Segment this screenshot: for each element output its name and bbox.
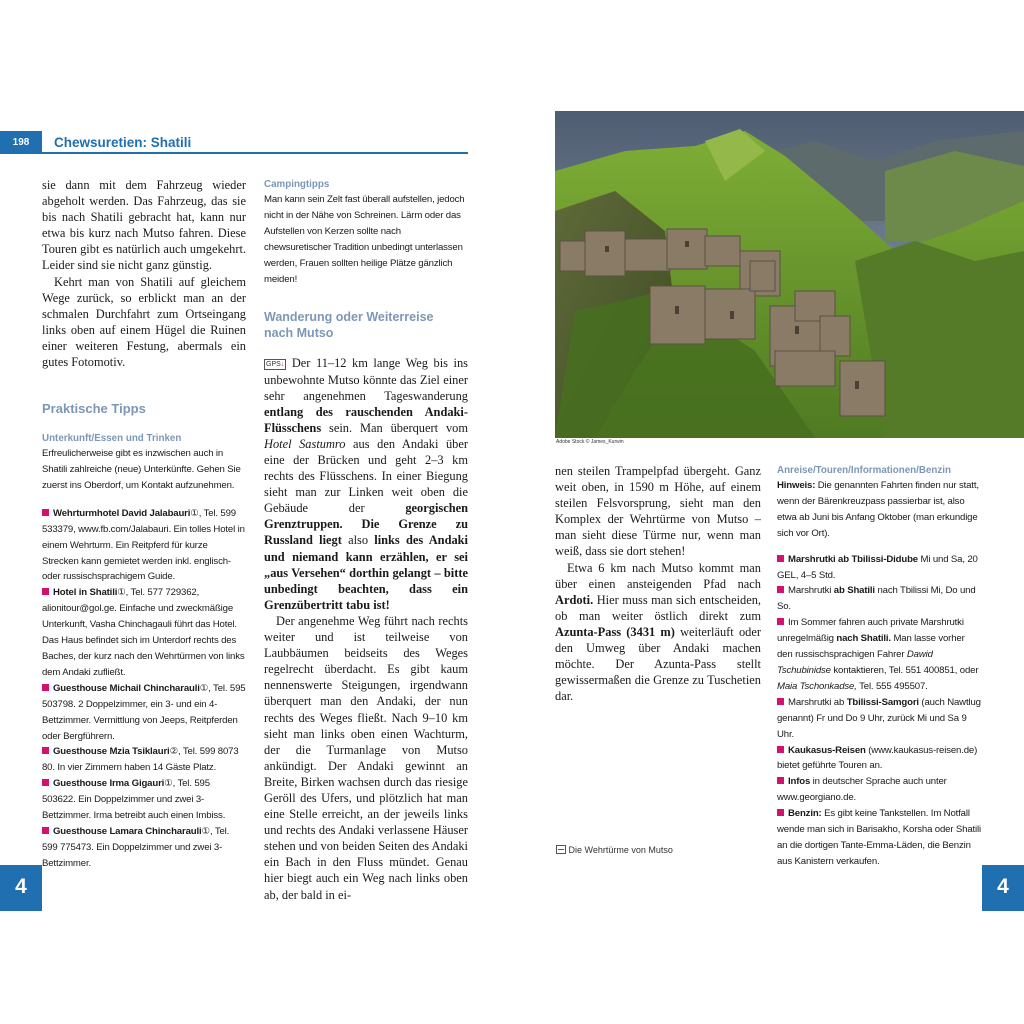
bullet-icon [777, 809, 784, 816]
text-run: sein. Man überquert vom [321, 420, 468, 435]
text-run: in deutscher Sprache auch unter www.georgiano.de. [777, 776, 947, 804]
column-3 [555, 463, 761, 704]
body-paragraph: Der angenehme Weg führt nach rechts weiter und ist teilweise von Laubbäumen beidseits des Weges regelrecht überdacht. Es gibt kaum nennenswerte Steigungen, irgendwann überquert man den Andaki, der nun rechts des Weges fließt. Nach 9–10 km sieht man links oben einen Wachturm, der die Turmanlage von Mutso ankündigt. Der Andaki gewinnt an Breite, Birken wachsen durch das riesige Geröll des Ufers, und plötzlich hat man eine Stelle erreicht, an der jeweils links und rechts des Andaki verlassene Häuser stehen und von beiden Seiten des Andaki ein Bach in den Fluss mündet. Genau hier biegt auch ein Weg nach links oben ab, der bald in ei- [264, 613, 468, 902]
body-paragraph [264, 355, 468, 613]
accommodation-details: ①, Tel. 599 533379, www.fb.com/Jalabauri. Ein tolles Hotel in einem Wehrturm. Ein Reitpferd für kurze Strecken kann gemietet werden inkl. englisch- oder russischsprachigem Guide. [42, 507, 245, 583]
text-run: (auch Nawtlug genannt) Fr und Do 9 Uhr, zurück Mi und Sa 9 Uhr. [777, 696, 981, 740]
text-run: Die genannten Fahrten finden nur statt, wenn der Bärenkreuzpass passierbar ist, also etwa ab Juni bis Anfang Oktober (man erkundige sich vor Ort). [777, 480, 979, 539]
body-paragraph: sie dann mit dem Fahrzeug wieder abgeholt werden. Das Fahrzeug, das sie bis nach Shatili gebracht hat, kann nur etwa bis kurz nach Mutso fahren. Diese Touren gibt es natürlich auch umgekehrt. Leider sind sie nicht ganz günstig. [42, 178, 246, 273]
accommodation-name: Guesthouse Irma Gigauri [53, 778, 165, 790]
accommodation-name: Wehrturmhotel David Jalabauri [53, 507, 191, 519]
bullet-icon [42, 509, 49, 516]
header-rule [42, 152, 468, 154]
accommodation-details: ①, Tel. 599 775473. Ein Doppelzimmer und zwei 3-Bettzimmer. [42, 825, 230, 869]
list-item [777, 552, 982, 584]
body-paragraph: Kehrt man von Shatili auf gleichem Wege zurück, so erblickt man an der schmalen Durchfahrt zum Ortseingang links oben auf einem Hügel die Ruinen einer weiteren Festung, abermals ein gutes Fotomotiv. [42, 274, 246, 370]
accommodation-details: ①, Tel. 595 503798. 2 Doppelzimmer, ein 3- und ein 4-Bettzimmer. Vermittlung von Jeeps, Reitpferden oder Bergführern. [42, 682, 246, 742]
page-number: 198 [0, 131, 42, 154]
list-item [777, 695, 982, 743]
photo-illustration [555, 111, 1024, 438]
accommodation-name: Guesthouse Lamara Chincharauli [53, 825, 202, 837]
accommodation-name: Guesthouse Michail Chincharauli [53, 682, 200, 694]
bullet-icon [42, 827, 49, 834]
text-run-bold: Marshrutki ab Tbilissi-Didube [788, 553, 918, 565]
gps-icon: GPS↓ [266, 361, 285, 369]
bullet-icon [42, 684, 49, 691]
text-run-bold: Ardoti. [555, 592, 594, 607]
text-run: Es gibt keine Tankstellen. Im Notfall wende man sich in Barisakho, Korsha oder Shatili an die dortigen Tante-Emma-Läden, die Benzin aus Kanistern verkaufen. [777, 808, 981, 867]
accommodation-details: ①, Tel. 595 503622. Ein Doppelzimmer und zwei 3-Bettzimmer. Irma betreibt auch einen Imbiss. [42, 778, 226, 822]
accommodation-entry [42, 681, 246, 745]
text-run-bold: Benzin: [788, 808, 822, 820]
text-run-bold: ab Shatili [833, 585, 875, 597]
text-run: Tel. 555 495507. [856, 680, 928, 692]
subheading: Campingtipps [264, 179, 330, 190]
text-run: kontaktieren, Tel. 551 400851, oder [830, 664, 979, 676]
accommodation-entry [42, 824, 246, 872]
column-1 [42, 177, 246, 872]
list-item [777, 774, 982, 806]
chapter-tab-left: 4 [0, 865, 42, 911]
text-run-bold: Tbilissi-Samgori [846, 696, 919, 708]
text-run: Etwa 6 km nach Mutso kommt man über einen ansteigenden Pfad nach [555, 560, 761, 591]
text-run-italic: Hotel Sastumro [264, 436, 346, 451]
bullet-icon [777, 698, 784, 705]
text-run: (www.kaukasus-reisen.de) bietet geführte Touren an. [777, 744, 978, 772]
photo-caption [556, 845, 673, 855]
text-run: aus den Andaki über eine der Brücken und geht 2–3 km rechts des Flüsschens. In einer Biegung sieht man zur Linken weit oben die Gebäude der [264, 436, 468, 516]
text-run: Marshrutki [788, 585, 834, 597]
text-run: Der 11–12 km lange Weg bis ins unbewohnte Mutso könnte das Ziel einer sehr angenehmen Tageswanderung [264, 356, 468, 403]
text-run: also [341, 533, 375, 548]
text-run: weiterläuft oder den Umweg über Andaki machen möchte. Der Azunta-Pass stellt gewissermaßen die Grenze zu Tuschetien dar. [555, 624, 761, 704]
list-item [777, 583, 982, 615]
accommodation-entry [42, 776, 246, 824]
bullet-icon [777, 586, 784, 593]
section-heading [264, 309, 468, 341]
accommodation-entry [42, 744, 246, 776]
bullet-icon [42, 747, 49, 754]
photo-mutso-towers [555, 111, 1024, 438]
list-item [777, 806, 982, 870]
bullet-icon [777, 746, 784, 753]
text-run-bold: georgischen Grenztruppen. Die Grenze zu Russland liegt [264, 501, 468, 548]
text-run: Hier muss man sich entscheiden, ob man weiter östlich direkt zum [555, 592, 761, 623]
hinweis-text [777, 478, 982, 542]
accommodation-details: ①, Tel. 577 729362, alionitour@gol.ge. Einfache und zweckmäßige Unterkunft, Vasha Chinchagauli führt das Hotel. Das Haus befindet sich im Unterdorf rechts des Baches, der kurz nach den Wehrtürmen von links dem Andaki zufließt. [42, 587, 245, 678]
running-title: Chewsuretien: Shatili [54, 135, 192, 150]
text-run-bold: Infos [788, 776, 811, 788]
text-run-bold: links des Andaki und niemand kann erzählen, er sei „aus Versehen“ dorthin gelangt – bitte unbedingt beachten, dass ein Grenzübertritt tabu ist! [264, 533, 468, 612]
subheading: Anreise/Touren/Informationen/Benzin [777, 465, 951, 476]
text-run-bold: Hinweis: [777, 480, 816, 491]
bullet-icon [777, 555, 784, 562]
text-run: Im Sommer fahren auch private Marshrutki unregelmäßig [777, 617, 964, 645]
bullet-icon [777, 777, 784, 784]
photo-credit: Adobe Stock © James_Kurwin [556, 439, 624, 445]
column-2 [264, 177, 468, 903]
camping-text: Man kann sein Zelt fast überall aufstellen, jedoch nicht in der Nähe von Schreinen. Lärm oder das Aufstellen von Kerzen sollte nach chewsuretischer Tradition unbedingt unterlassen werden, Frauen sollten heilige Plätze gänzlich meiden! [264, 194, 465, 285]
image-icon [556, 845, 566, 854]
bullet-icon [42, 588, 49, 595]
accommodation-entry [42, 585, 246, 680]
text-run-bold: Azunta-Pass (3431 m) [555, 624, 675, 639]
column-4 [777, 463, 982, 870]
subheading: Unterkunft/Essen und Trinken [42, 433, 182, 445]
text-run-bold: Kaukasus-Reisen [788, 744, 866, 756]
accommodation-name: Guesthouse Mzia Tsiklauri [53, 746, 170, 758]
body-paragraph [555, 560, 761, 705]
text-run: Mi und Sa, 20 GEL, 4–5 Std. [777, 553, 978, 581]
text-run: Marshrutki ab [788, 696, 847, 708]
chapter-tab-right: 4 [982, 865, 1024, 911]
text-run: nach Tbilissi Mi, Do und So. [777, 585, 976, 613]
text-run-bold: nach Shatili. [836, 633, 891, 645]
list-item [777, 743, 982, 775]
gps-icon-label: GPS [266, 361, 281, 369]
text-run-bold: entlang des rauschenden Andaki-Flüsschens [264, 404, 468, 435]
accommodation-name: Hotel in Shatili [53, 587, 118, 599]
list-item [777, 615, 982, 695]
body-paragraph: nen steilen Trampelpfad übergeht. Ganz weit oben, in 1590 m Höhe, auf einem steilen Felsvorsprung, sieht man den Komplex der Wehrtürme von Mutso – man sieht diese Türme nur, wenn man weiß, dass sie dort stehen! [555, 464, 761, 559]
caption-text: Die Wehrtürme von Mutso [568, 845, 673, 855]
bullet-icon [777, 618, 784, 625]
section-heading-line: Wanderung oder Weiterreise [264, 310, 434, 325]
text-run-italic: Maia Tschonkadse, [777, 680, 857, 692]
section-heading: Praktische Tipps [42, 401, 146, 417]
section-heading-line: nach Mutso [264, 326, 334, 341]
accommodation-entry [42, 506, 246, 586]
text-run: Man lasse vorher den russischsprachigen Fahrer [777, 633, 965, 661]
bullet-icon [42, 779, 49, 786]
text-run-italic: Dawid Tschubinidse [777, 649, 933, 676]
accommodation-details: ②, Tel. 599 8073 80. In vier Zimmern haben 14 Gäste Platz. [42, 746, 239, 774]
intro-text: Erfreulicherweise gibt es inzwischen auch in Shatili zahlreiche (neue) Unterkünfte. Gehen Sie zuerst ins Oberdorf, um Kontakt aufzunehmen. [42, 448, 241, 491]
accommodation-list [42, 506, 246, 872]
